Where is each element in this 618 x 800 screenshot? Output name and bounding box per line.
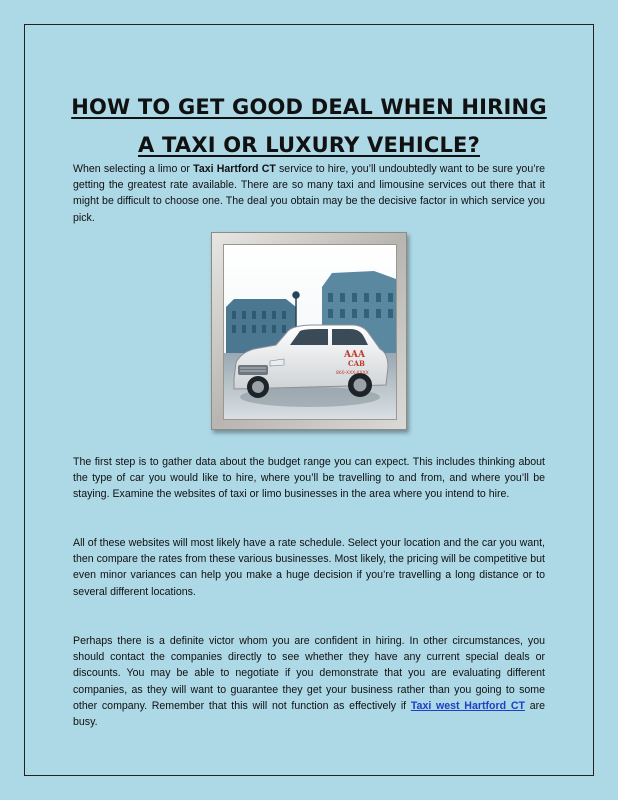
title-line-1: HOW TO GET GOOD DEAL WHEN HIRING [71,95,547,120]
title-line-2: A TAXI OR LUXURY VEHICLE? [138,133,480,158]
intro-paragraph [73,161,545,226]
page-title [40,88,578,164]
negotiation-text-start: Perhaps there is a definite victor whom you are confident in hiring. In other circumstances, you should contact the companies directly to see whether they have any current special deals or discounts. You may be able to negotiate if you demonstrate that you are evaluating different companies, as they will want to guarantee they get your business rather than you going to some other company. Remember that this will not function as effectively if [73,635,545,712]
taxi-photo-frame [211,232,407,430]
intro-bold-keyword: Taxi Hartford CT [193,163,276,175]
taxi-west-hartford-link[interactable]: Taxi west Hartford CT [410,699,525,712]
car-door-text-cab: CAB [348,359,365,368]
negotiation-paragraph [73,633,545,730]
taxi-illustration [224,245,396,419]
rate-schedule-paragraph: All of these websites will most likely have a rate schedule. Select your location and the car you want, then compare the rates from these various businesses. Most likely, the pricing will be competitive but even minor variances can help you make a huge decision if you’re travelling a long distance or to several different locations. [73,537,545,598]
car-door-text-aaa: AAA [344,350,365,360]
intro-text-end: service to hire, you’ll undoubtedly want to be sure you’re getting the greatest rate available. There are so many taxi and limousine services out there that it might be difficult to choose one. The deal you obtain may be the decisive factor in which service you pick. [73,163,545,224]
taxi-photo [223,244,397,420]
intro-text-start: When selecting a limo or [73,163,194,175]
negotiation-text-end: are busy. [73,699,545,729]
first-step-paragraph: The first step is to gather data about the budget range you can expect. This includes thinking about the type of car you would like to hire, where you’ll be travelling to and from, and where you’ll be staying. Examine the websites of taxi or limo businesses in the area where you intend to hire. [73,456,545,501]
car-door-text-phone: 860-XXX-XXXX [336,371,369,376]
